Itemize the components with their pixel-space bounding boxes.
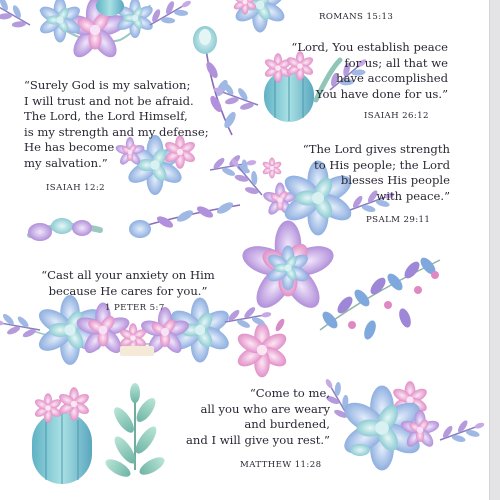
verse-line: and burdened, xyxy=(244,417,330,432)
matthew-verse xyxy=(168,386,330,448)
matthew-reference: MATTHEW 11:28 xyxy=(240,460,322,470)
verse-line: all you who are weary xyxy=(200,401,330,416)
bottom-cactus-art xyxy=(32,387,92,484)
isaiah-12-reference: ISAIAH 12:2 xyxy=(46,183,106,193)
verse-line: for us; all that we xyxy=(344,55,448,70)
psalm-verse xyxy=(270,142,450,204)
verse-line: He has become xyxy=(24,140,115,155)
verse-line: and I will give you rest.” xyxy=(185,432,330,447)
branch-sprigs-art xyxy=(28,200,240,241)
romans-reference: ROMANS 15:13 xyxy=(319,12,394,22)
verse-line: You have done for us.” xyxy=(315,86,448,101)
verse-line: my salvation.” xyxy=(24,155,108,170)
isaiah-12-verse xyxy=(24,78,224,172)
top-center-art xyxy=(232,0,287,33)
verse-line: The Lord, the Lord Himself, xyxy=(24,109,188,124)
verse-line: have accomplished xyxy=(336,71,448,86)
peter-verse xyxy=(28,268,228,299)
verse-line: because He cares for you.” xyxy=(48,283,208,298)
verse-line: “The Lord gives strength xyxy=(302,142,450,156)
sheet-edge xyxy=(489,0,500,500)
verse-line: “Cast all your anxiety on Him xyxy=(41,268,215,282)
top-left-wreath-art xyxy=(0,0,196,62)
isaiah-26-verse xyxy=(258,40,448,102)
verse-line: blesses His people xyxy=(340,173,450,188)
isaiah-26-reference: ISAIAH 26:12 xyxy=(364,111,429,121)
center-rosette-art xyxy=(239,221,338,315)
verse-line: “Come to me, xyxy=(249,386,330,400)
verse-line: “Surely God is my salvation; xyxy=(24,78,191,92)
psalm-reference: PSALM 29:11 xyxy=(366,215,431,225)
verse-line: to His people; the Lord xyxy=(314,157,450,172)
verse-line: is my strength and my defense; xyxy=(24,124,209,139)
right-branch-art xyxy=(320,255,440,341)
peter-reference: 1 PETER 5:7 xyxy=(105,303,165,313)
verse-line: I will trust and not be afraid. xyxy=(24,93,194,108)
matthew-cluster-art xyxy=(317,374,489,471)
verse-line: with peace.” xyxy=(376,188,450,203)
green-succulent-art xyxy=(103,383,167,480)
verse-line: “Lord, You establish peace xyxy=(291,40,448,54)
